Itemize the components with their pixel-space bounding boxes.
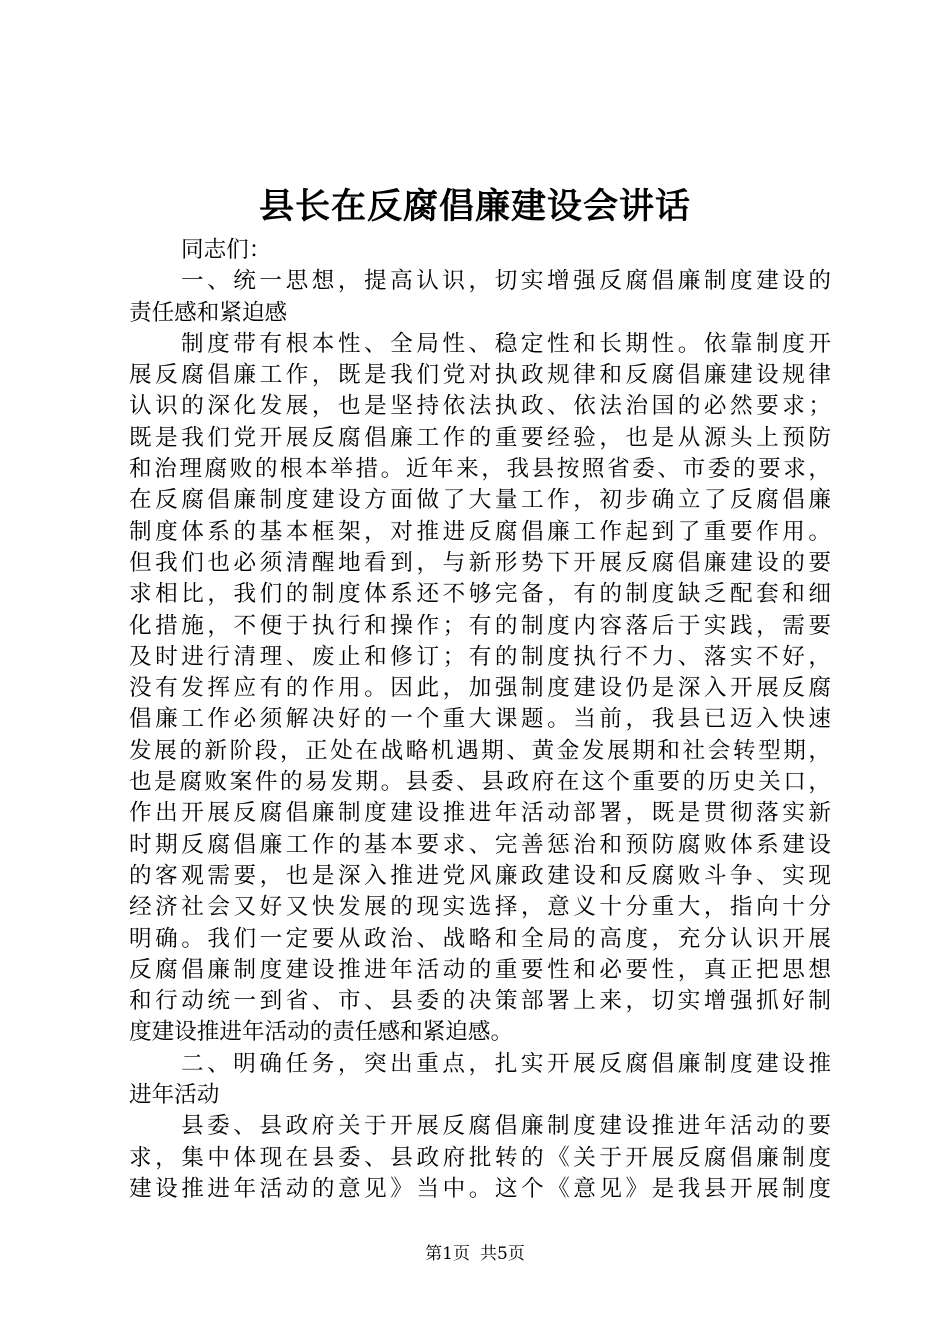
section-heading-2-line: 进年活动	[129, 1082, 220, 1109]
paragraph-line: 化措施，不便于执行和操作；有的制度内容落后于实践，需要	[129, 612, 831, 639]
paragraph-line: 建设推进年活动的意见》当中。这个《意见》是我县开展制度	[129, 1175, 831, 1202]
paragraph-line: 反腐倡廉制度建设推进年活动的重要性和必要性，真正把思想	[129, 956, 831, 983]
section-heading-1-line: 一、统一思想，提高认识，切实增强反腐倡廉制度建设的	[181, 268, 831, 295]
paragraph-line: 倡廉工作必须解决好的一个重大课题。当前，我县已迈入快速	[129, 706, 831, 733]
paragraph-line: 明确。我们一定要从政治、战略和全局的高度，充分认识开展	[129, 925, 831, 952]
paragraph-line: 但我们也必须清醒地看到，与新形势下开展反腐倡廉建设的要	[129, 549, 831, 576]
paragraph-line: 和治理腐败的根本举措。近年来，我县按照省委、市委的要求，	[129, 456, 831, 483]
paragraph-line: 作出开展反腐倡廉制度建设推进年活动部署，既是贯彻落实新	[129, 800, 831, 827]
paragraph-line: 制度体系的基本框架，对推进反腐倡廉工作起到了重要作用。	[129, 518, 831, 545]
paragraph-line: 既是我们党开展反腐倡廉工作的重要经验，也是从源头上预防	[129, 424, 831, 451]
paragraph-line: 发展的新阶段，正处在战略机遇期、黄金发展期和社会转型期，	[129, 737, 831, 764]
page-footer	[0, 1242, 950, 1266]
paragraph-line: 制度带有根本性、全局性、稳定性和长期性。依靠制度开	[181, 330, 831, 357]
paragraph-line: 度建设推进年活动的责任感和紧迫感。	[129, 1019, 514, 1046]
section-heading-2-line: 二、明确任务，突出重点，扎实开展反腐倡廉制度建设推	[181, 1050, 831, 1077]
page-title: 县长在反腐倡廉建设会讲话	[258, 187, 691, 227]
paragraph-line: 展反腐倡廉工作，既是我们党对执政规律和反腐倡廉建设规律	[129, 362, 831, 389]
paragraph-line: 认识的深化发展，也是坚持依法执政、依法治国的必然要求；	[129, 393, 831, 420]
paragraph-line: 经济社会又好又快发展的现实选择，意义十分重大，指向十分	[129, 894, 831, 921]
paragraph-line: 没有发挥应有的作用。因此，加强制度建设仍是深入开展反腐	[129, 675, 831, 702]
document-body	[129, 235, 831, 1205]
page-number-current: 第1页	[425, 1244, 470, 1264]
salutation-line: 同志们：	[181, 237, 272, 263]
paragraph-line: 的客观需要，也是深入推进党风廉政建设和反腐败斗争、实现	[129, 862, 831, 889]
paragraph-line: 县委、县政府关于开展反腐倡廉制度建设推进年活动的要	[181, 1113, 831, 1140]
section-heading-1-line: 责任感和紧迫感	[129, 299, 288, 326]
paragraph-line: 时期反腐倡廉工作的基本要求、完善惩治和预防腐败体系建设	[129, 831, 831, 858]
paragraph-line: 及时进行清理、废止和修订；有的制度执行不力、落实不好，	[129, 643, 831, 670]
paragraph-line: 求，集中体现在县委、县政府批转的《关于开展反腐倡廉制度	[129, 1144, 831, 1171]
paragraph-line: 在反腐倡廉制度建设方面做了大量工作，初步确立了反腐倡廉	[129, 487, 831, 514]
page-number-total: 共5页	[480, 1244, 525, 1264]
paragraph-line: 求相比，我们的制度体系还不够完备，有的制度缺乏配套和细	[129, 581, 831, 608]
paragraph-line: 和行动统一到省、市、县委的决策部署上来，切实增强抓好制	[129, 988, 831, 1015]
paragraph-line: 也是腐败案件的易发期。县委、县政府在这个重要的历史关口，	[129, 769, 831, 796]
